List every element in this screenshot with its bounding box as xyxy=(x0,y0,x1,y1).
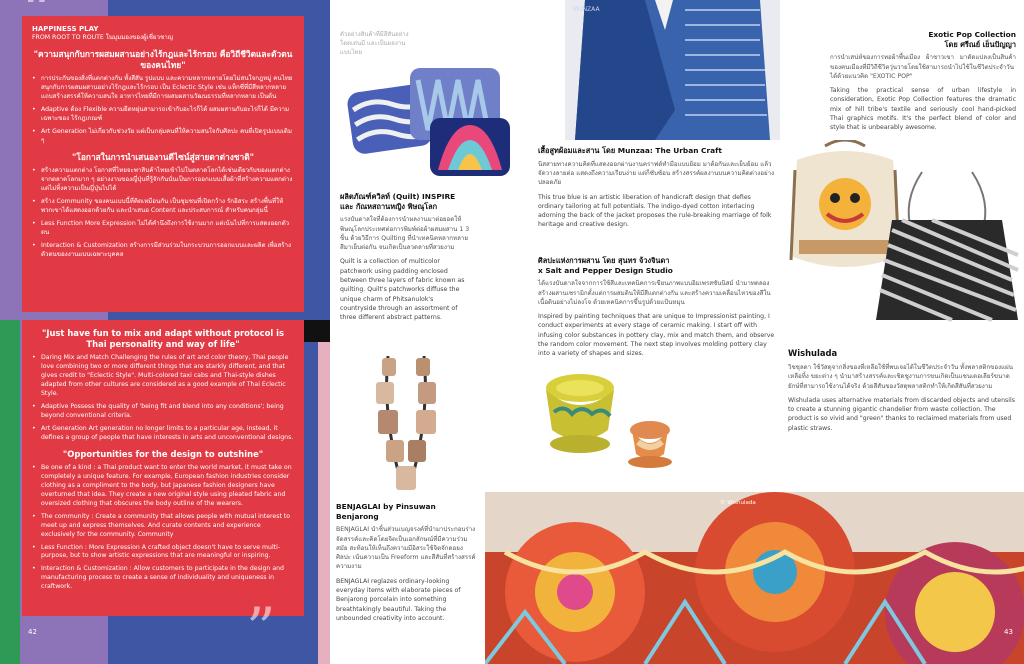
page-number-right: 43 xyxy=(1004,628,1013,636)
list-item: • Interaction & Customization : Allow customers to participate in the design and manufacturing process to create a sense of individuality and uniqueness in craftwork. xyxy=(32,565,294,592)
list-item: • The community : Create a community that allows people with mutual interest to meet up and express themselves. And curate contents and experience exclusively for the community. Community xyxy=(32,513,294,540)
quilt-pillows-image xyxy=(330,60,530,185)
salt-body-thai: ได้แรงบันดาลใจจากการใช้สีและเทคนิคการเขียนภาพแบบอิมเพรสชันนิสม์ นำมาทดลองสร้างผสานเซรามิกตั้งแต่การผสมดินให้มีสีแตกต่างกัน และสร้างความเคลื่อนไหวของสีในเนื้อดินอย่างไม่ลงโจ ด้วยเทคนิคการขึ้นรูปด้วยแป้นหมุน xyxy=(538,280,771,306)
thai-heading-1: "ความสนุกกับการผสมผสานอย่างไร้กฎและไร้กรอบ คือวิถีชีวิตและตัวตนของคนไทย" xyxy=(33,49,293,71)
list-item: • การประกันของสิ่งที่แตกต่างกัน ทั้งสีสัน รูปแบบ และความหลากหลายโดยไม่สนใจกฎหมู่ คนไทยสนุกกับการผสมผสานอย่างไร้กฎและไร้กรอบ เป็น Eclectic Style เช่น แท็กซี่ที่มีสีหลากหลายแถบสร้างสรรค์ให้ความสนใจ อาหารไทยที่มีการผสมผสานวัฒนธรรมที่หลากหลาย เป็นต้น xyxy=(32,75,294,102)
thai-heading-2: "โอกาสในการนำเสนองานดีไซน์สู่สายตาต่างชาติ" xyxy=(72,151,254,162)
image-caption: ตัวอย่างสินค้าที่มีสีสันอย่างโดดเด่นมี และเป็นผลงานแบบไทย xyxy=(340,31,409,56)
necklace-image xyxy=(360,352,452,492)
salt-body-english: Inspired by painting techniques that are unique to Impressionist painting, I conduct experiments at every stage of ceramic making. I start off with infusing color substances in pottery clay, mix and match them, and observe the random color movement. The next step involves molding pottery clay into a variety of shapes and sizes. xyxy=(538,313,775,358)
list-item: • Art Generation ไม่เกี่ยวกับช่วงวัย แต่เป็นกลุ่มคนที่ให้ความสนใจกับศิลปะ คนที่เปิดรูปแบบเดิม ๆ xyxy=(32,128,294,146)
quilt-body-thai: แรงบันดาลใจที่ต้องการนำผลงานมาต่อยอดให้พิษณุโลกประเทศต่อการพิมพ์ต่อผ้าผสมผสาน 1 3 ชิ้น ด้วยวิธีการ Quilting ที่นำเทคนิคหลากหลายสีมาเย็บต่อกัน จนเกิดเป็นลวดลายที่สวยงาม xyxy=(340,216,470,252)
munzaa-body-english: This true blue is an artistic liberation of handicraft design that defies ordinary tailoring at full potentials. The indigo-dyed cotton interlacing adorning the back of the jacket proposes the rule-breaking marriage of folk heritage and creative design. xyxy=(538,193,772,229)
munzaa-body-thai: นิสสายทางความคิดที่แสดงออกผ่านงานคราฟต์ทำมือแบบย้อม มาต้อกันและเย็บย้อม แล้วจัดวางลายต่อ แสดงถึงความเรียบง่าย แต่ก็ซับซ้อน สร้างสรรค์ผลงานบนความคิดต่างอย่างปลอดภัย xyxy=(538,160,775,187)
salt-title-english: x Salt and Pepper Design Studio xyxy=(538,265,673,275)
list-item: • Adaptive ต้อง Flexible ความยืดหยุ่นสามารถเข้ากับอะไรก็ได้ ผสมผสานกับอะไรก็ได้ มีความเฉพาะของ ไร้กฎเกณฑ์ xyxy=(32,106,294,124)
exotic-title: Exotic Pop Collection xyxy=(928,30,1016,39)
en-list-1 xyxy=(32,354,294,443)
wishulada-body-english: Wishulada uses alternative materials from discarded objects and utensils to create a stunning gigantic chandelier from waste collection. The product is so vivid and "green" thanks to reclaimed materials from used plastic straws. xyxy=(788,396,1015,432)
list-item: • Interaction & Customization สร้างการมีส่วนร่วมในกระบวนการออกแบบและผลิต เพื่อสร้างตัวตนของงานแบบเฉพาะบุคคล xyxy=(32,242,294,260)
jacket-label: MUNZAA xyxy=(573,6,600,13)
thai-list-1 xyxy=(32,75,294,146)
salt-title-thai: ศิลปะแห่งการผสาน โดย สุนทร จ้วงจินดา xyxy=(538,256,670,265)
striped-bag-image xyxy=(872,170,1022,328)
en-heading-2: "Opportunities for the design to outshine" xyxy=(62,448,264,459)
page-number-left: 42 xyxy=(28,628,37,636)
salt-pepper-article xyxy=(538,256,778,364)
exotic-body-english: Taking the practical sense of urban lifestyle in consideration, Exotic Pop Collection features the dramatic mix of hill tribe's textile and seriously cool hand-picked Thai graphics motifs. It's the perfect blend of color and style that is unbearably awesome. xyxy=(830,87,1016,132)
jacket-image xyxy=(565,0,780,140)
section-title: HAPPINESS PLAY xyxy=(32,25,99,33)
pink-band xyxy=(318,330,330,664)
munzaa-title: เสื้อสูทผ้อมและสาน โดย Munzaa: The Urban Craft xyxy=(538,146,722,155)
exotic-designer: โดย ศรีณย์ เย็นปัญญา xyxy=(944,39,1016,49)
green-band xyxy=(0,320,20,664)
photo-credit: © Wishulada xyxy=(720,500,756,506)
en-heading-1: "Just have fun to mix and adapt without protocol is Thai personality and way of life" xyxy=(41,328,285,349)
quilt-article xyxy=(340,192,470,328)
list-item: • Adaptive Possess the quality of 'being fit and blend into any conditions'; being beyond conventional criteria. xyxy=(32,403,294,421)
benjaglai-body-english: BENJAGLAI reglazes ordinary-looking everyday items with elaborate pieces of Benjarong porcelain into something breathtakingly beautiful. Taking the unbounded creativity into account. xyxy=(336,577,461,622)
thai-list-2 xyxy=(32,167,294,260)
list-item: • สร้าง Community ของคนแบบนี้ที่คิดเหมือนกัน เป็นชุมชนที่เปิดกว้าง รักอิสระ สร้างพื้นที่ให้พวกเขาได้แสดงออกด้วยกัน และนำเสนอ Content และประสบการณ์ สำหรับคนกลุ่มนี้ xyxy=(32,198,294,216)
section-subtitle: FROM ROOT TO ROUTE ในมุมมองของผู้เชี่ยวชาญ xyxy=(32,34,173,42)
benjaglai-article xyxy=(336,502,476,628)
ceramic-bowls-image xyxy=(540,370,710,475)
benjaglai-title: BENJAGLAI by Pinsuwan Benjarong xyxy=(336,502,436,521)
thai-opinion-panel xyxy=(22,16,304,312)
quilt-title: ผลิตภัณฑ์ควิลท์ (Quilt) INSPIRE และ กัณหสถานหญิง พิษณุโลก xyxy=(340,192,456,211)
exotic-body-thai: การนำเสน่ห์ของการทอผ้าพื้นเมือง ผ้าชาวเขา มาตัดแปลงเป็นสินค้าของคนเมืองที่มีวิถีชีวิตวุ่นวายโดยใช้สามารถนำไปใช้ในชีวิตประจำวันได้ด้วยแนวคิด "EXOTIC POP" xyxy=(830,54,1016,80)
benjaglai-body-thai: BENJAGLAI นำชิ้นส่วนเบญจรงค์ที่นำมาประกอบร่าง จัดสรรค์และคิดโดยจิตเป็นเอกลักษณ์ที่มีความร่วมสมัย สะท้อนให้เห็นถึงความมีอิสระใช้จิตจักดอยงศิลปะ เน้นความเป็น Freeform และสีสันที่สร้างสรรค์ความงาม xyxy=(336,526,476,571)
list-item: • Daring Mix and Match Challenging the rules of art and color theory, Thai people love combining two or more different things that are starkly different, and that gives credit to "Eclectic Style". Multi-colored taxi cabs and Thai-style dishes adapted from other cultures are considered as a good example of Thai Eclectic Style. xyxy=(32,354,294,399)
list-item: • Less Function More Expression ไม่ได้คำนึงถึงการใช้งานมาก แต่เน้นไปที่การแสดงออกตัวตน xyxy=(32,220,294,238)
list-item: • Less Function : More Expression A crafted object doesn't have to serve multi-purpose, but to show artistic expressions that are meaningful or inspiring. xyxy=(32,544,294,562)
quote-mark-close: ” xyxy=(246,595,276,663)
list-item: • สร้างความแตกต่าง โอกาสที่ไทยจะพาสินค้าไทยเข้าไปในตลาดโลกได้เช่นเดียวกับของแตกต่างจากตลาดโลกมาก ๆ อย่างงานของญี่ปุ่นที่รู้จักกันนั่นเป็นการออกแบบเสื้อผ้าที่สร้างความแตกต่าง แต่ไม่ทิ้งความเป็นญี่ปุ่นไปได้ xyxy=(32,167,294,194)
en-list-2 xyxy=(32,464,294,593)
english-opinion-panel xyxy=(22,320,304,616)
wishulada-body-thai: วิชชุลดา ใช้วัสดุจากสิ่งของที่เหลือใช้ที่พบเจอได้ในชีวิตประจำวัน ทั้งพลาสติกของแผ่นเหลือทิ้ง ขยะต่าง ๆ นำมาสร้างสรรค์และเชิดชูงานการขนเกิดเป็นแชนเดอเลียร์ขนาดยักษ์ที่สามารถใช้งานได้จริง ด้วยสีสันของวัสดุพลาสติกทำให้เกิดสีสันที่สวยงาม xyxy=(788,363,1013,390)
wishulada-title: Wishulada xyxy=(788,348,838,358)
list-item: • Be one of a kind : a Thai product want to enter the world market, it must take on completely a unique feature. For example, European fashion industries consider clothing as a compliment to the body, but Japanese fashion designers have overturned that idea. They create a new original style using pleated fabric and oversized clothing that obscures the body outline of the wearers. xyxy=(32,464,294,509)
exotic-pop-article xyxy=(830,30,1016,138)
straw-chandelier-image xyxy=(485,492,1024,664)
wishulada-article xyxy=(788,348,1018,438)
quilt-body-english: Quilt is a collection of multicolor patchwork using padding enclosed between three layers of fabric known as quilting. Quilt's patchworks diffuse the unique charm of Phitsanulok's countryside through an assortment of three different abstract patterns. xyxy=(340,258,465,322)
munzaa-article xyxy=(538,146,778,235)
list-item: • Art Generation Art generation no longer limits to a particular age, instead, it defines a group of people that have interests in arts and unconventional designs. xyxy=(32,425,294,443)
